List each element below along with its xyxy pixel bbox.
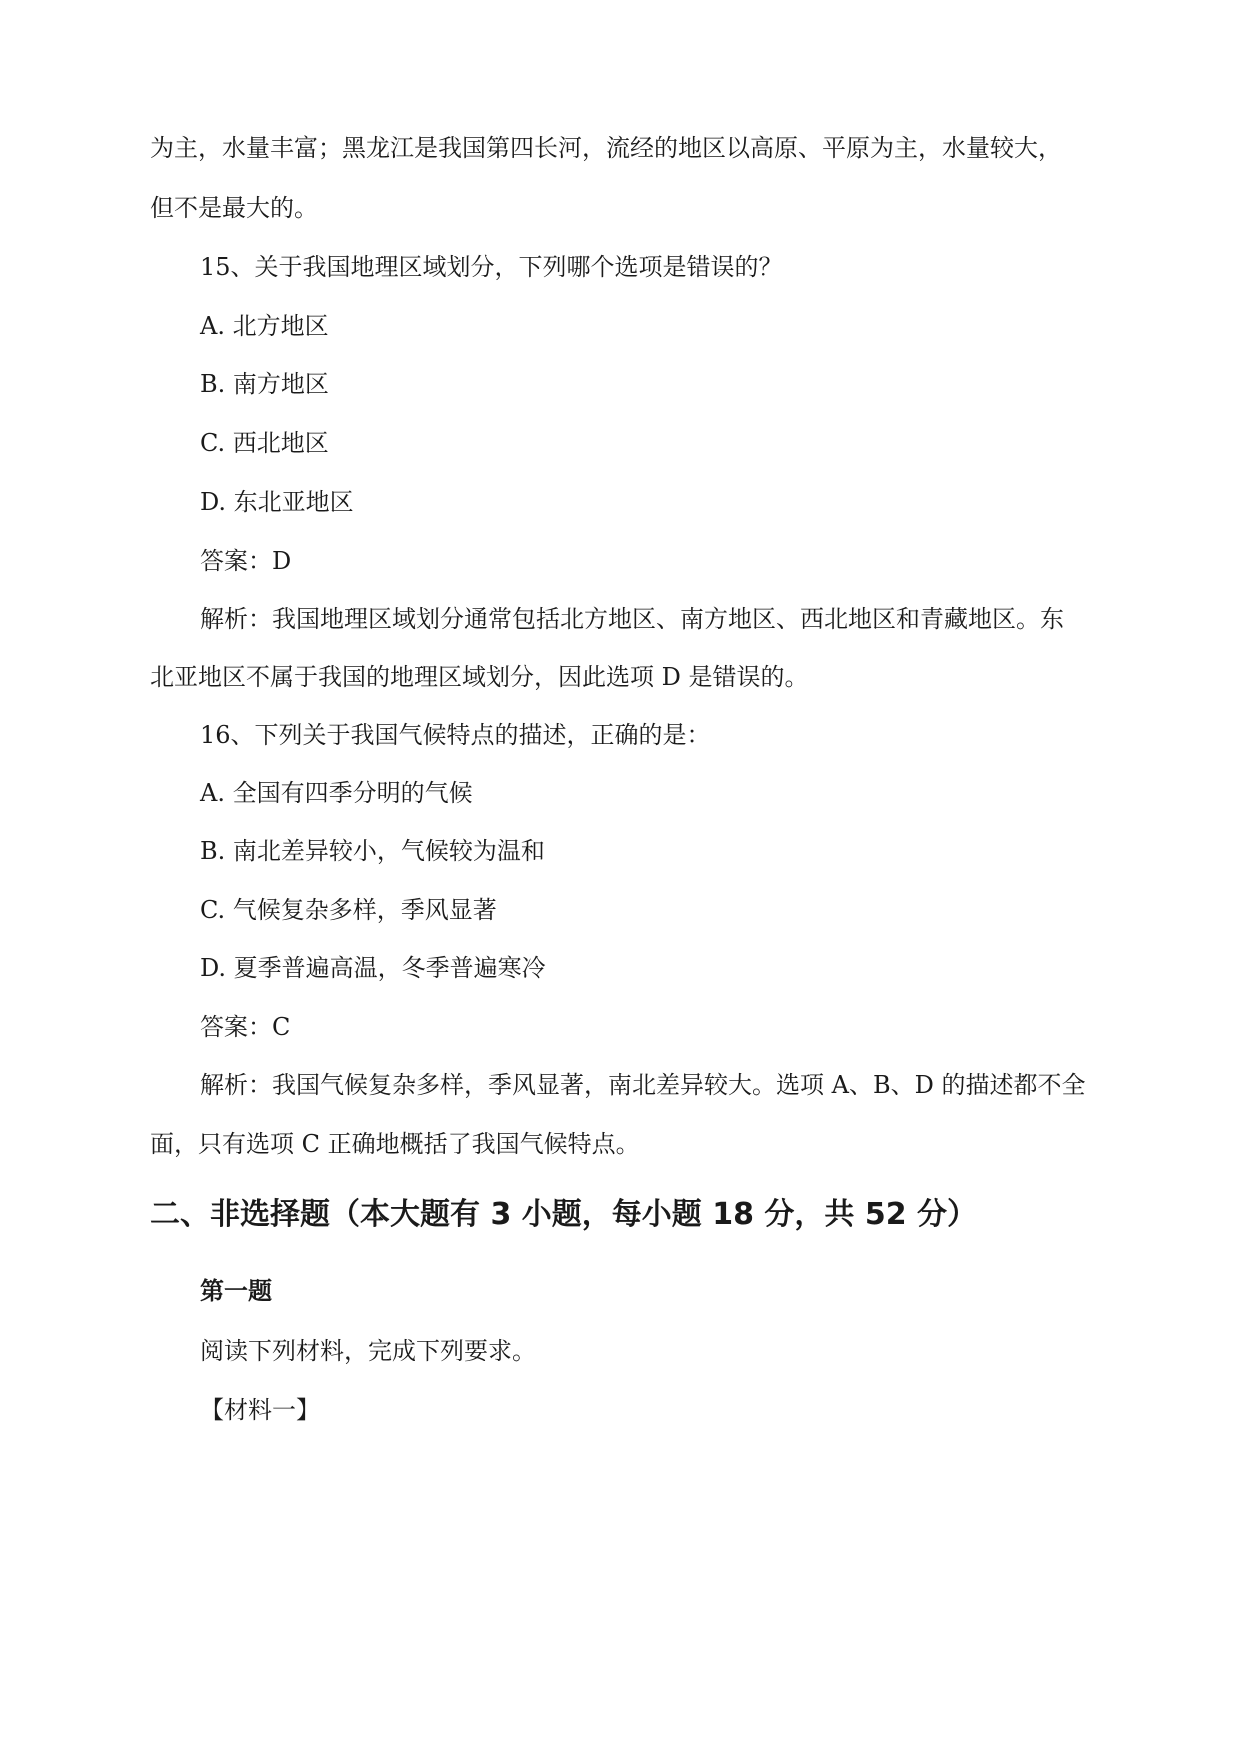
first-question-title: 第一题 (200, 1277, 272, 1305)
question-16: 16、下列关于我国气候特点的描述，正确的是： (200, 721, 711, 749)
reading-instruction: 阅读下列材料，完成下列要求。 (200, 1337, 536, 1365)
intro-line-1: 为主，水量丰富；黑龙江是我国第四长河，流经的地区以高原、平原为主，水量较大， (150, 134, 1062, 162)
q15-option-d: D. 东北亚地区 (200, 488, 354, 516)
q16-option-d: D. 夏季普遍高温，冬季普遍寒冷 (200, 954, 546, 982)
q15-option-a: A. 北方地区 (200, 312, 329, 340)
q16-option-a: A. 全国有四季分明的气候 (200, 779, 473, 807)
section-heading: 二、非选择题（本大题有 3 小题，每小题 18 分，共 52 分） (150, 1197, 978, 1232)
q16-answer: 答案：C (200, 1013, 291, 1041)
q16-option-c: C. 气候复杂多样，季风显著 (200, 896, 497, 924)
q15-analysis-line-1: 解析：我国地理区域划分通常包括北方地区、南方地区、西北地区和青藏地区。东 (200, 605, 1064, 633)
q15-option-c: C. 西北地区 (200, 429, 329, 457)
material-label: 【材料一】 (200, 1396, 320, 1424)
intro-line-2: 但不是最大的。 (150, 194, 318, 222)
q16-option-b: B. 南北差异较小，气候较为温和 (200, 837, 545, 865)
q16-analysis-line-2: 面，只有选项 C 正确地概括了我国气候特点。 (150, 1130, 640, 1158)
q15-answer: 答案：D (200, 547, 292, 575)
question-15: 15、关于我国地理区域划分，下列哪个选项是错误的？ (200, 253, 783, 281)
q16-analysis-line-1: 解析：我国气候复杂多样，季风显著，南北差异较大。选项 A、B、D 的描述都不全 (200, 1071, 1086, 1099)
q15-option-b: B. 南方地区 (200, 370, 329, 398)
q15-analysis-line-2: 北亚地区不属于我国的地理区域划分，因此选项 D 是错误的。 (150, 663, 809, 691)
